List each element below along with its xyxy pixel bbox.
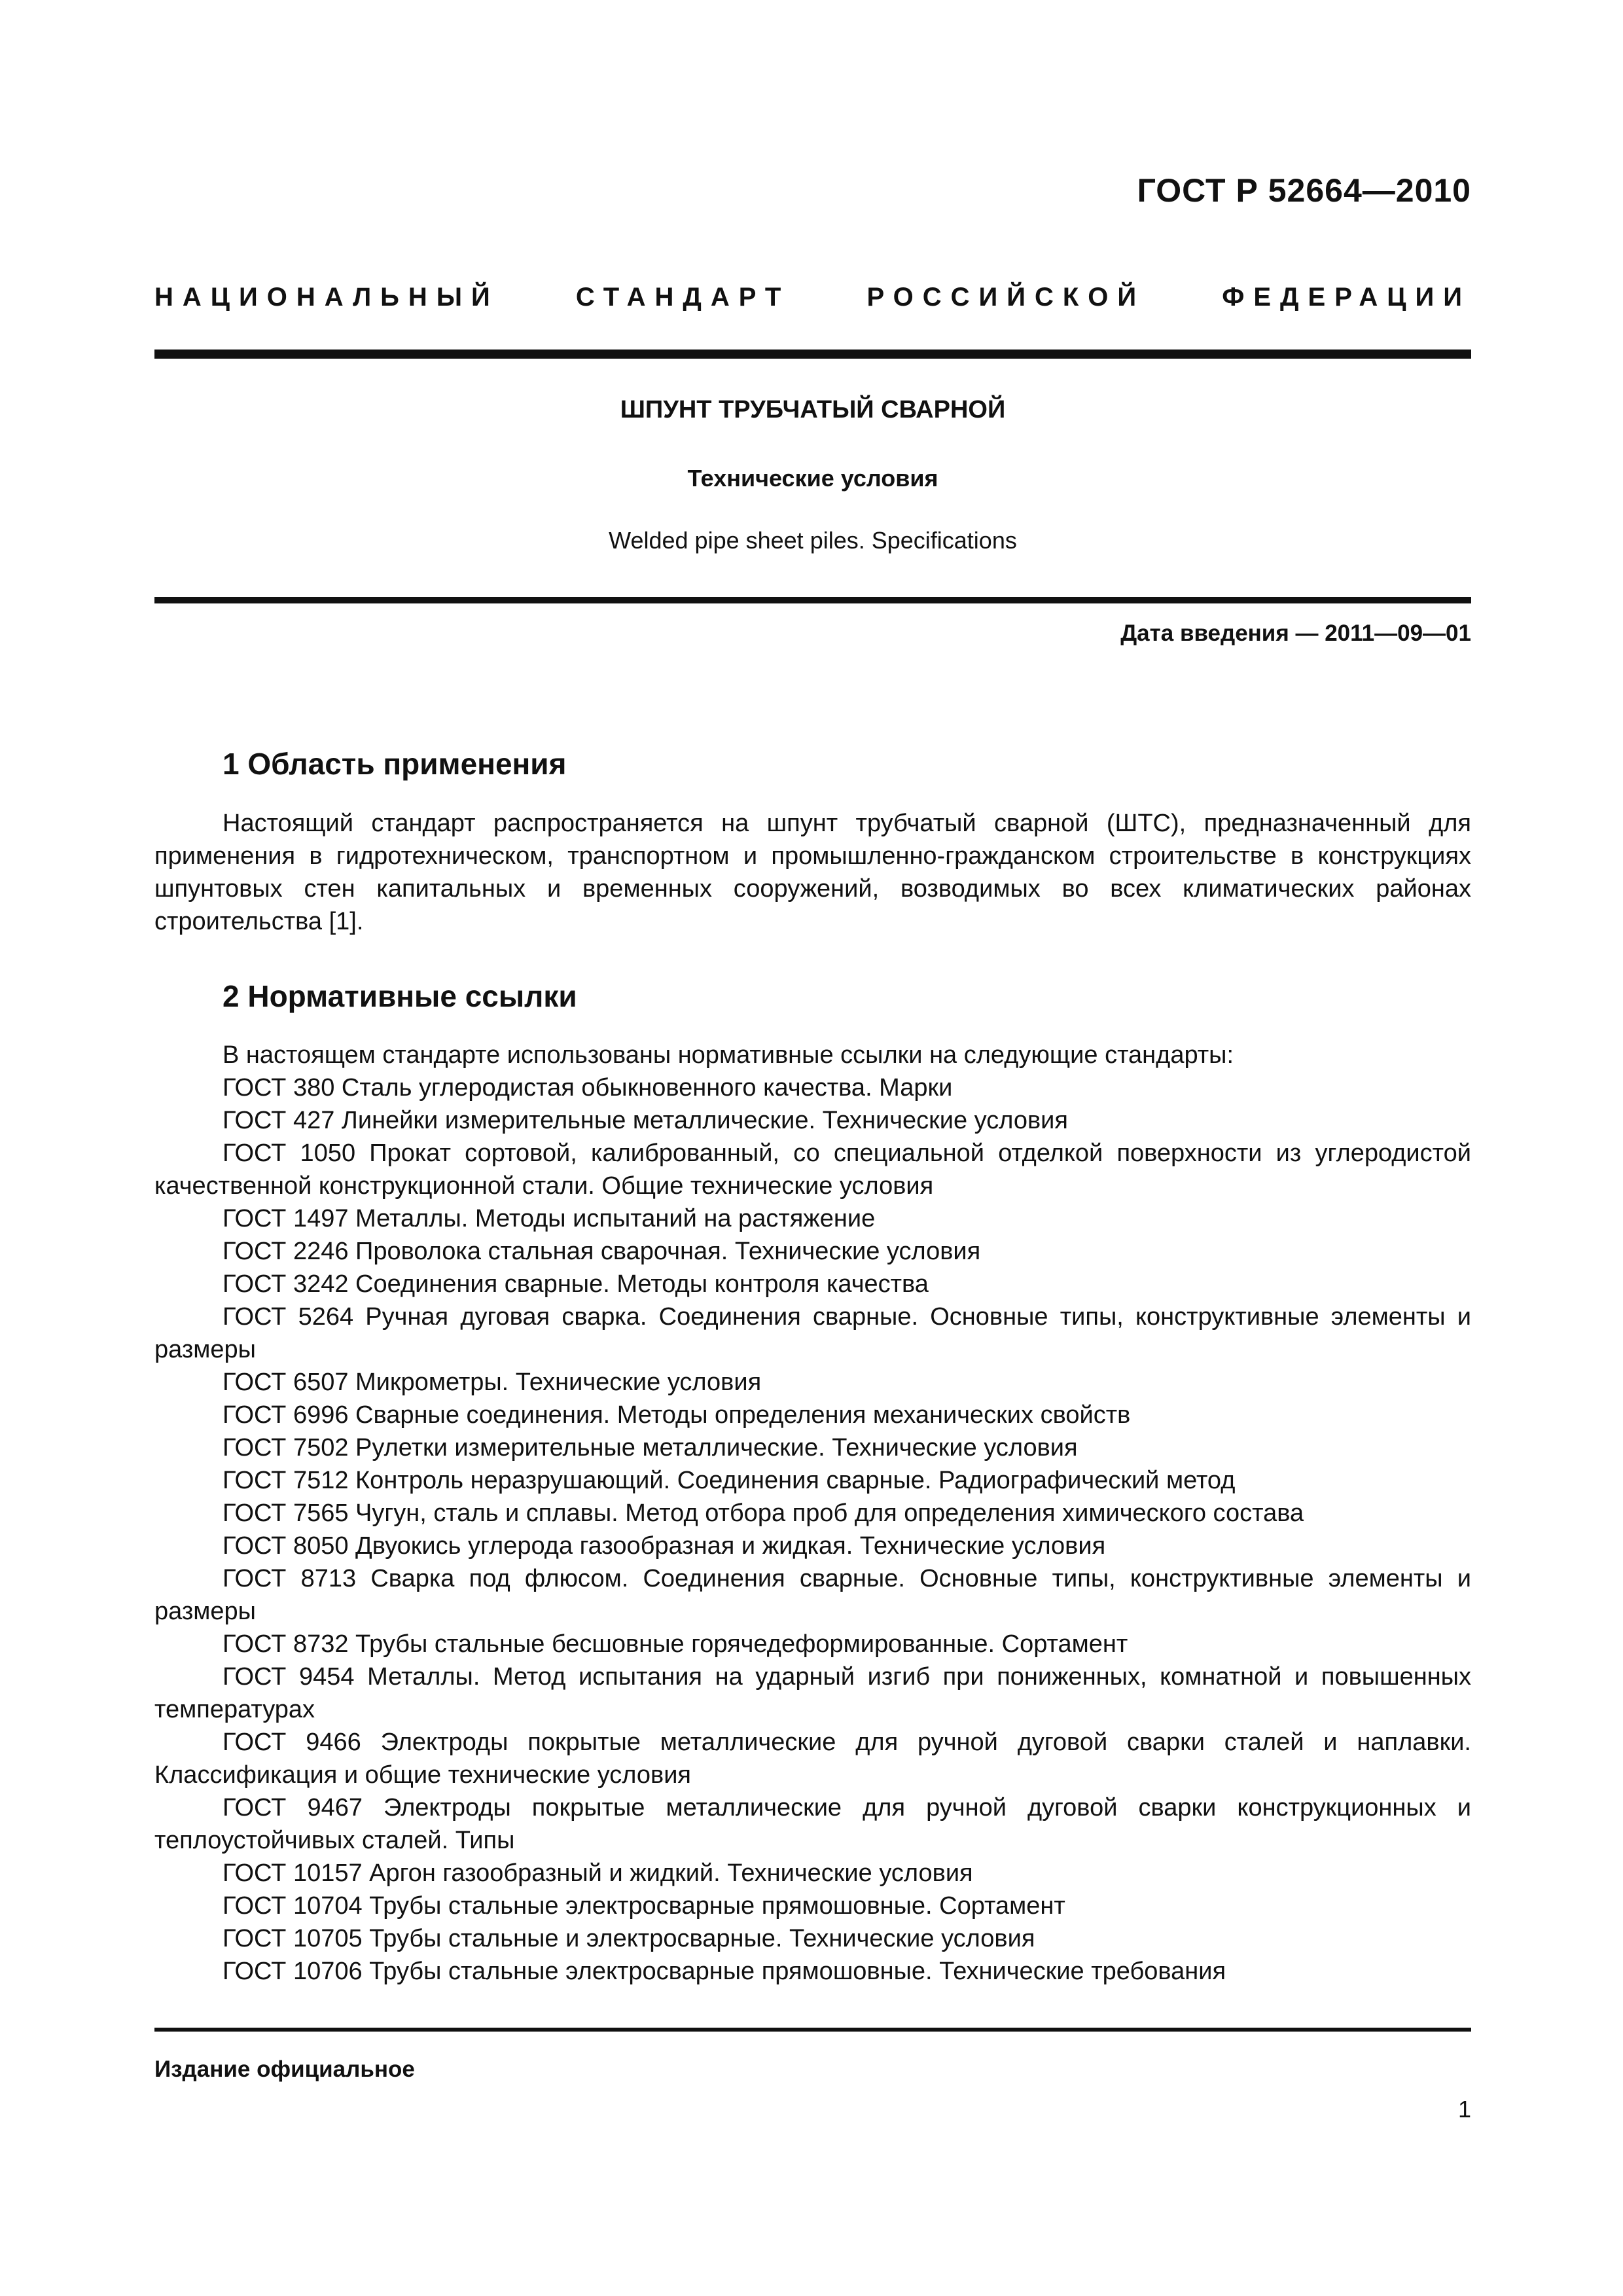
reference-item: ГОСТ 7502 Рулетки измерительные металлические. Технические условия (223, 1434, 1078, 1462)
reference-item: ГОСТ 1050 Прокат сортовой, калиброванный, со специальной отделкой поверхности из углеродистой качественной конструкционной стали. Общие технические условия (154, 1139, 1471, 1200)
reference-item: ГОСТ 6507 Микрометры. Технические условия (223, 1369, 762, 1396)
reference-item: ГОСТ 380 Сталь углеродистая обыкновенного качества. Марки (223, 1074, 953, 1102)
introduction-date: Дата введения — 2011—09—01 (1120, 620, 1471, 646)
reference-item: ГОСТ 10157 Аргон газообразный и жидкий. Технические условия (223, 1859, 973, 1887)
section-1-heading: 1 Область применения (223, 747, 567, 781)
reference-item: ГОСТ 10704 Трубы стальные электросварные прямошовные. Сортамент (223, 1892, 1065, 1920)
document-subtitle: Технические условия (687, 465, 938, 492)
official-edition-label: Издание официальное (154, 2056, 415, 2082)
reference-item: ГОСТ 2246 Проволока стальная сварочная. Технические условия (223, 1238, 981, 1265)
title-divider (154, 597, 1471, 603)
document-title: ШПУНТ ТРУБЧАТЫЙ СВАРНОЙ (620, 396, 1006, 423)
reference-item: ГОСТ 8732 Трубы стальные бесшовные горячедеформированные. Сортамент (223, 1630, 1128, 1658)
page-number: 1 (1457, 2096, 1471, 2123)
reference-item: ГОСТ 3242 Соединения сварные. Методы контроля качества (223, 1270, 929, 1298)
reference-item: ГОСТ 7512 Контроль неразрушающий. Соединения сварные. Радиографический метод (223, 1467, 1236, 1494)
english-title: Welded pipe sheet piles. Specifications (609, 527, 1017, 554)
reference-item: ГОСТ 7565 Чугун, сталь и сплавы. Метод отбора проб для определения химического состава (223, 1499, 1304, 1527)
reference-item: ГОСТ 1497 Металлы. Методы испытаний на растяжение (223, 1205, 876, 1232)
references-intro: В настоящем стандарте использованы нормативные ссылки на следующие стандарты: (223, 1041, 1234, 1069)
section-2-heading: 2 Нормативные ссылки (223, 979, 577, 1013)
reference-item: ГОСТ 9467 Электроды покрытые металлические для ручной дуговой сварки конструкционных и теплоустойчивых сталей. Типы (154, 1794, 1471, 1854)
reference-item: ГОСТ 8050 Двуокись углерода газообразная и жидкая. Технические условия (223, 1532, 1106, 1560)
standard-number: ГОСТ Р 52664—2010 (1137, 172, 1471, 209)
top-divider (154, 350, 1471, 359)
references-list (154, 1039, 1471, 1988)
section-1-text: Настоящий стандарт распространяется на шпунт трубчатый сварной (ШТС), предназначенный для применения в гидротехническом, транспортном и промышленно-гражданском строительстве в конструкциях шпунтовых стен капитальных и временных сооружений, возводимых во всех климатических районах строительства [1]. (154, 810, 1471, 935)
reference-item: ГОСТ 10705 Трубы стальные и электросварные. Технические условия (223, 1925, 1035, 1952)
reference-item: ГОСТ 10706 Трубы стальные электросварные прямошовные. Технические требования (223, 1958, 1226, 1985)
reference-item: ГОСТ 6996 Сварные соединения. Методы определения механических свойств (223, 1401, 1131, 1429)
reference-item: ГОСТ 8713 Сварка под флюсом. Соединения сварные. Основные типы, конструктивные элементы и размеры (154, 1565, 1471, 1625)
reference-item: ГОСТ 9454 Металлы. Метод испытания на ударный изгиб при пониженных, комнатной и повышенных температурах (154, 1663, 1471, 1723)
reference-item: ГОСТ 9466 Электроды покрытые металлические для ручной дуговой сварки сталей и наплавки. Классификация и общие технические условия (154, 1729, 1471, 1789)
national-standard-banner: НАЦИОНАЛЬНЫЙ СТАНДАРТ РОССИЙСКОЙ ФЕДЕРАЦИИ (154, 283, 1471, 312)
reference-item: ГОСТ 427 Линейки измерительные металлические. Технические условия (223, 1107, 1068, 1134)
reference-item: ГОСТ 5264 Ручная дуговая сварка. Соединения сварные. Основные типы, конструктивные элементы и размеры (154, 1303, 1471, 1363)
footer-divider (154, 2028, 1471, 2032)
